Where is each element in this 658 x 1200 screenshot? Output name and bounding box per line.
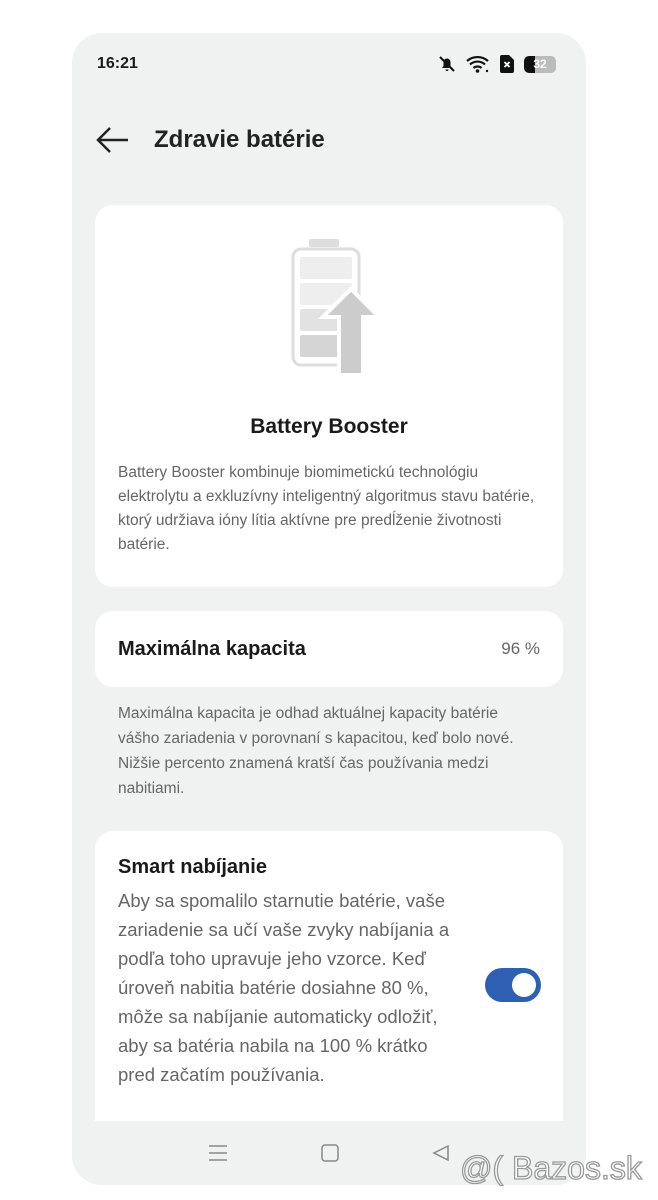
bell-muted-icon — [438, 55, 456, 73]
status-bar — [97, 53, 556, 75]
page-header — [96, 125, 325, 155]
back-arrow-icon[interactable] — [96, 125, 130, 155]
toggle-knob — [512, 973, 536, 997]
page-title: Zdravie batérie — [154, 126, 325, 153]
max-capacity-label: Maximálna kapacita — [118, 637, 306, 660]
back-triangle-icon[interactable] — [432, 1144, 450, 1162]
max-capacity-value: 96 % — [501, 639, 540, 658]
watermark: @( Bazos.sk — [460, 1150, 642, 1186]
max-capacity-row — [95, 611, 563, 687]
menu-icon[interactable] — [208, 1144, 228, 1162]
home-icon[interactable] — [321, 1144, 339, 1162]
booster-description: Battery Booster kombinuje biomimetickú technológiu elektrolytu a exkluzívny inteligentný algoritmus stavu batérie, ktorý udržiava ióny lítia aktívne pre predĺženie životnosti batérie. — [118, 464, 535, 553]
booster-title: Battery Booster — [250, 415, 408, 438]
sim-error-icon — [500, 55, 514, 73]
phone-screen — [72, 33, 586, 1185]
battery-booster-card — [95, 205, 563, 587]
battery-booster-illustration — [291, 239, 381, 375]
smart-charging-label: Smart nabíjanie — [118, 856, 267, 878]
smart-charging-card — [95, 831, 563, 1151]
wifi-icon — [466, 55, 490, 73]
clock: 16:21 — [97, 55, 138, 72]
smart-charging-description: Aby sa spomalilo starnutie batérie, vaše zariadenie sa učí vaše zvyky nabíjania a podľa toho upravuje jeho vzorce. Keď úroveň nabitia batérie dosiahne 80 %, môže sa nabíjanie automaticky odložiť, aby sa batéria nabila na 100 % krátko pred začatím používania. — [118, 890, 450, 1085]
smart-charging-toggle[interactable] — [485, 968, 541, 1002]
max-capacity-note: Maximálna kapacita je odhad aktuálnej kapacity batérie vášho zariadenia v porovnaní s kapacitou, keď bolo nové. Nižšie percento znamená kratší čas používania medzi nabitiami. — [118, 705, 514, 797]
battery-icon: 32 — [524, 56, 556, 73]
